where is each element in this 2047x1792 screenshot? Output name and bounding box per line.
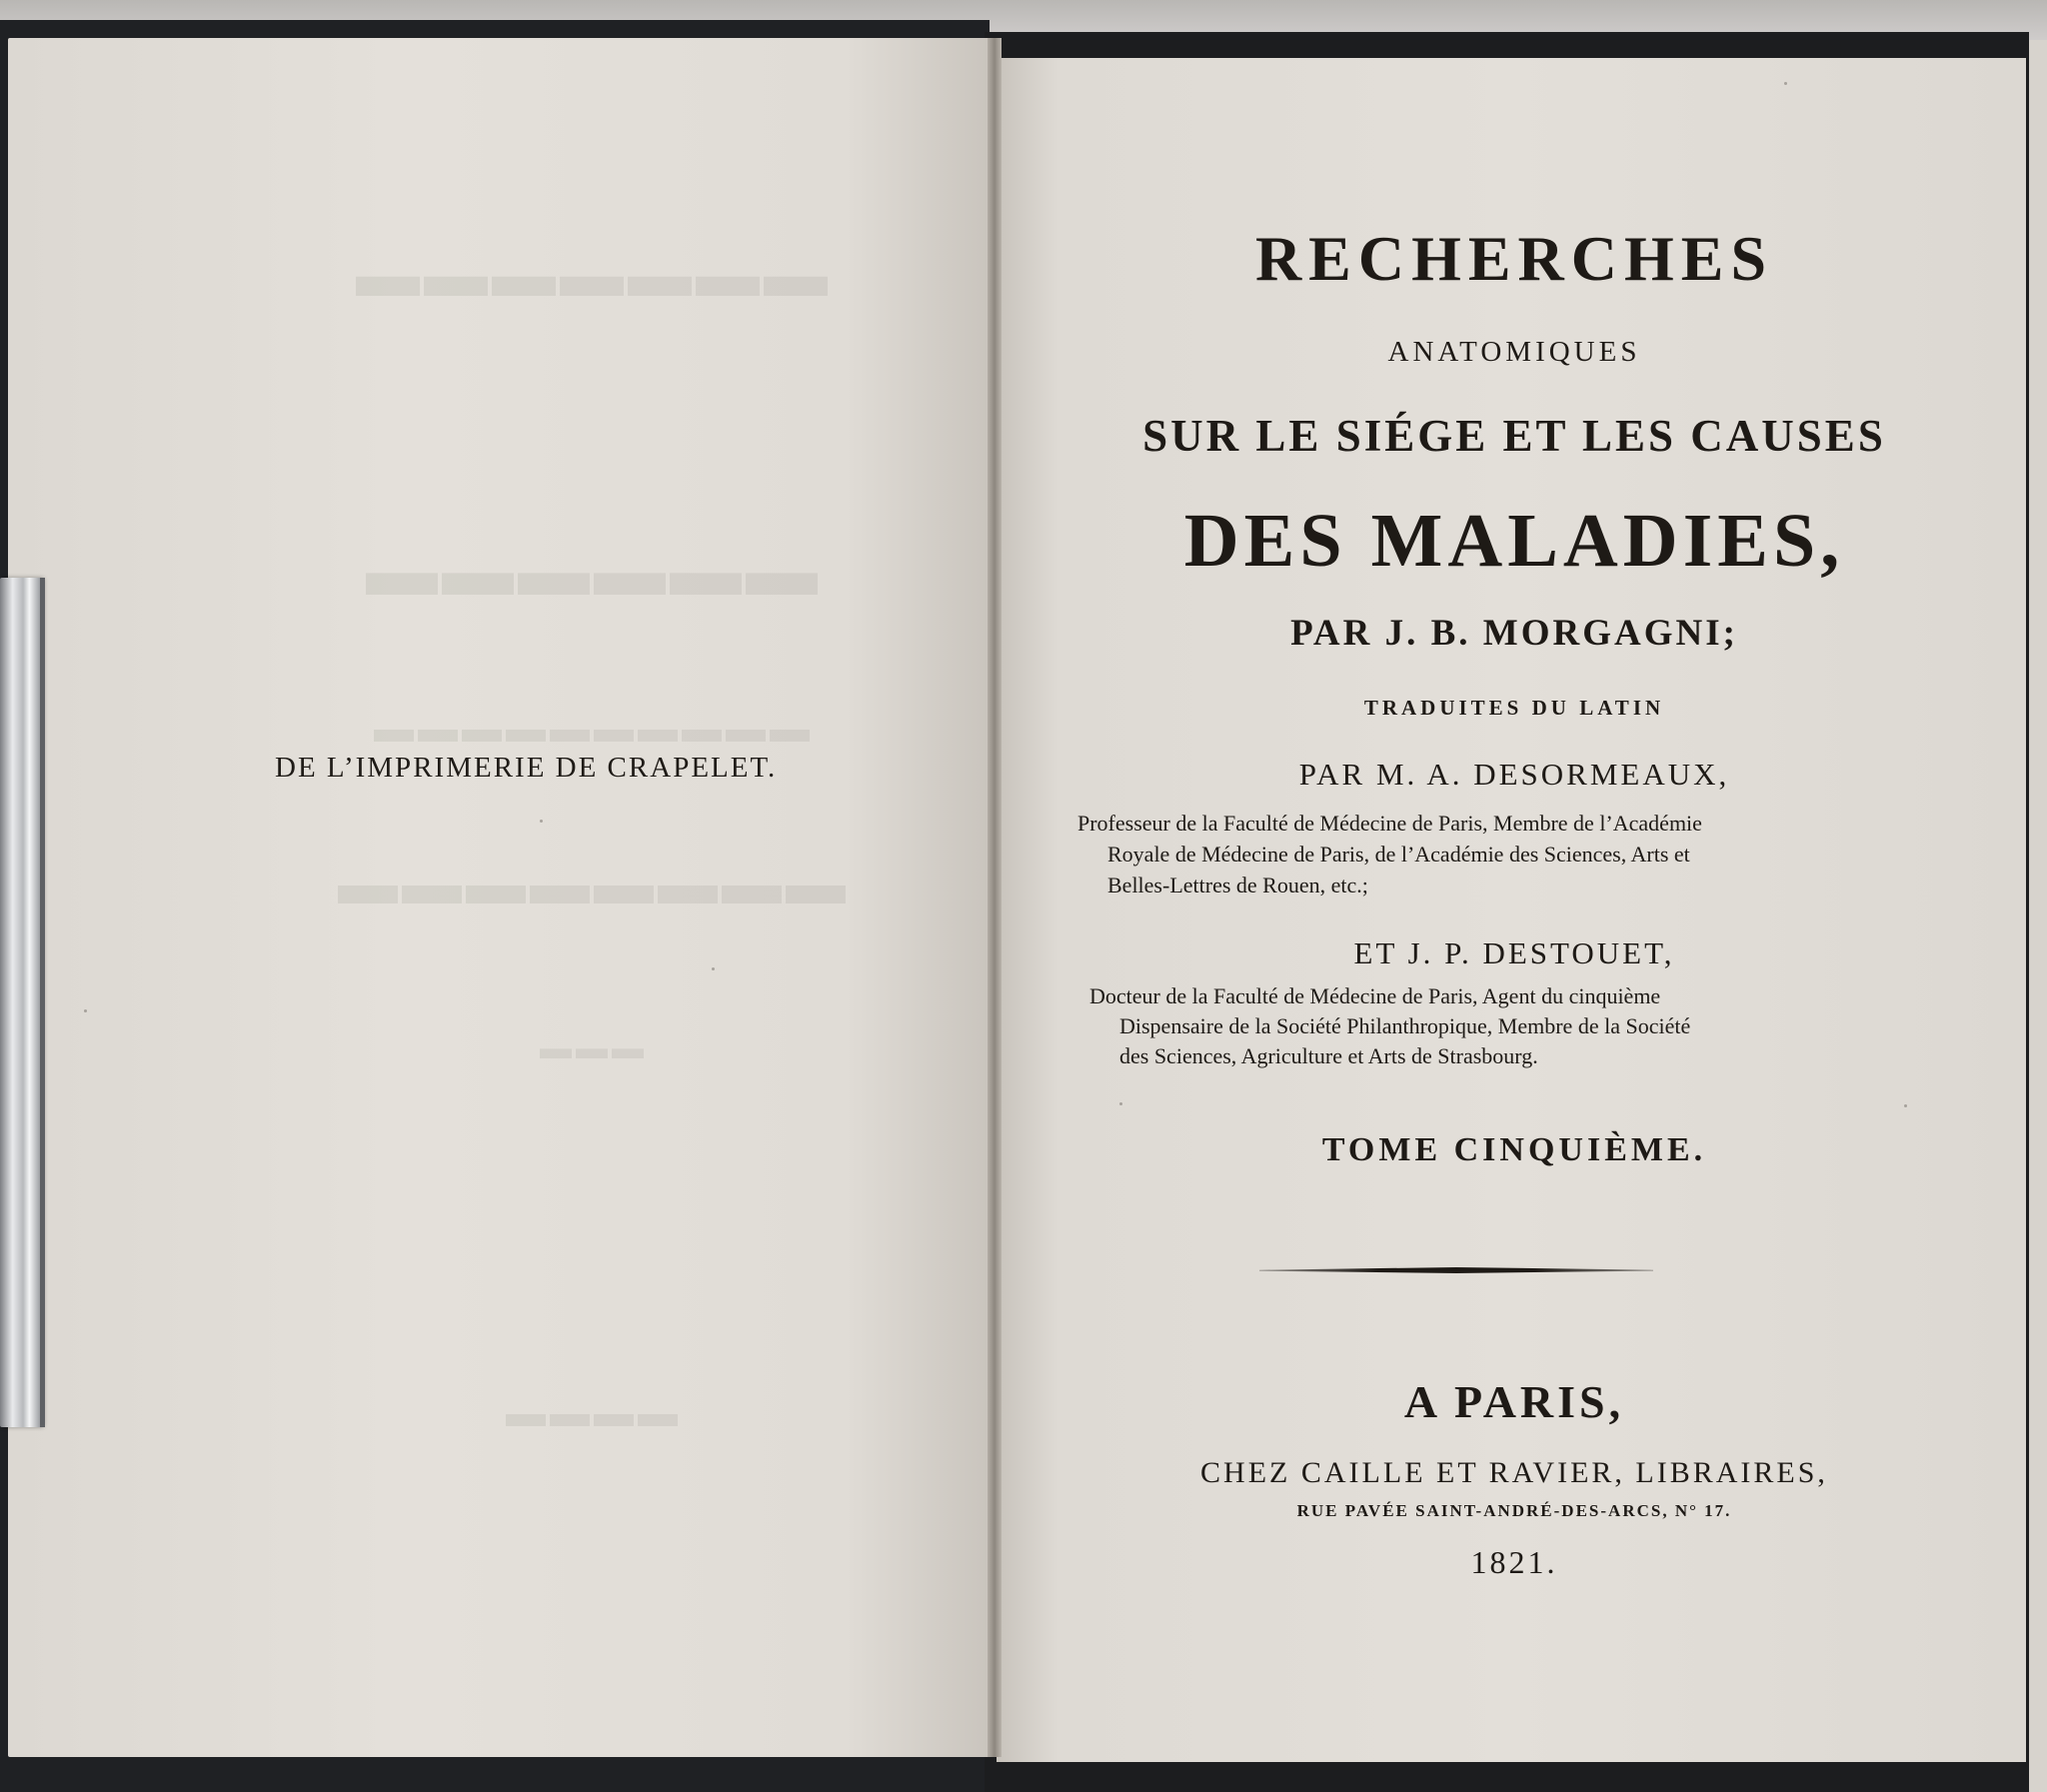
gutter bbox=[988, 38, 1002, 1757]
paper-speck bbox=[712, 967, 715, 970]
imprint-city: A PARIS, bbox=[1403, 1376, 1625, 1427]
paper-speck bbox=[1784, 82, 1787, 85]
translator-1-desc-line: Professeur de la Faculté de Médecine de Paris, Membre de l’Académie bbox=[1077, 811, 1702, 836]
title-anatomiques: ANATOMIQUES bbox=[1387, 336, 1641, 368]
imprint-publisher: CHEZ CAILLE ET RAVIER, LIBRAIRES, bbox=[1200, 1456, 1828, 1489]
translator-1-description bbox=[1077, 808, 1967, 900]
volume-line: TOME CINQUIÈME. bbox=[1321, 1131, 1707, 1168]
translated-line: TRADUITES DU LATIN bbox=[1363, 696, 1665, 720]
show-through-decoration: ▬▬▬▬▬▬▬ ▬▬▬▬▬▬ ▬▬▬▬▬▬▬▬▬▬ ▬▬▬▬▬▬▬▬ ▬▬▬ ▬▬▬▬ bbox=[334, 239, 846, 1435]
metal-page-clip bbox=[0, 578, 42, 1427]
printer-imprint: DE L’IMPRIMERIE DE CRAPELET. bbox=[275, 752, 778, 784]
imprint-address: RUE PAVÉE SAINT-ANDRÉ-DES-ARCS, N° 17. bbox=[1296, 1501, 1732, 1520]
translator-2-desc-line: des Sciences, Agriculture et Arts de Strasbourg. bbox=[1119, 1043, 1538, 1068]
paper-speck bbox=[1119, 1102, 1122, 1105]
paper-speck bbox=[540, 820, 543, 823]
translator-1-name: PAR M. A. DESORMEAUX, bbox=[1298, 757, 1730, 792]
translator-1-desc-line: Royale de Médecine de Paris, de l’Académie des Sciences, Arts et bbox=[1107, 842, 1690, 867]
translator-2-desc-line: Dispensaire de la Société Philanthropique, Membre de la Société bbox=[1119, 1013, 1691, 1038]
translator-2-name: ET J. P. DESTOUET, bbox=[1353, 935, 1675, 970]
title-des-maladies: DES MALADIES, bbox=[1183, 499, 1845, 583]
metal-clip-edge bbox=[40, 578, 45, 1427]
paper-speck bbox=[84, 1009, 87, 1012]
author-line: PAR J. B. MORGAGNI; bbox=[1290, 613, 1738, 654]
translator-2-description bbox=[1089, 981, 1969, 1071]
title-sur-le-siege: SUR LE SIÉGE ET LES CAUSES bbox=[1142, 411, 1886, 461]
translator-1-desc-line: Belles-Lettres de Rouen, etc.; bbox=[1107, 873, 1368, 897]
paper-speck bbox=[1904, 1104, 1907, 1107]
translator-2-desc-line: Docteur de la Faculté de Médecine de Paris, Agent du cinquième bbox=[1089, 983, 1661, 1008]
title-recherches: RECHERCHES bbox=[1254, 223, 1774, 294]
imprint-year: 1821. bbox=[1470, 1544, 1558, 1580]
